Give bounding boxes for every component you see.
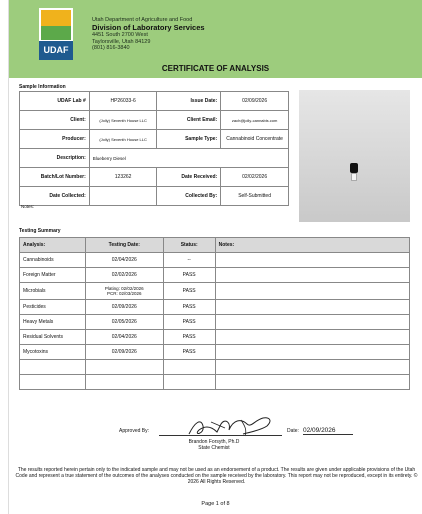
table-row	[20, 315, 410, 330]
table-row	[20, 253, 410, 268]
table-row	[20, 268, 410, 283]
column-header: Analysis:	[20, 238, 86, 253]
logo-text: UDAF	[39, 41, 73, 60]
analysis-name: Microbials	[20, 283, 86, 300]
client-email-label: Client Email:	[157, 111, 221, 130]
collected-by-value: Self-Submitted	[221, 187, 289, 206]
analysis-name: Pesticides	[20, 300, 86, 315]
collected-by-label: Collected By:	[157, 187, 221, 206]
date-collected-value	[89, 187, 157, 206]
table-row	[20, 111, 289, 130]
testing-date: 02/05/2026	[85, 315, 163, 330]
phone: (801) 816-3840	[92, 44, 130, 51]
date-collected-label: Date Collected:	[20, 187, 90, 206]
notes-cell	[215, 268, 409, 283]
analysis-name: Foreign Matter	[20, 268, 86, 283]
sample-jar	[350, 163, 358, 173]
client-value: (Jolly) Seventh House LLC	[89, 111, 157, 130]
table-row	[20, 283, 410, 300]
signature-image	[181, 414, 281, 440]
udaf-logo	[39, 8, 73, 60]
table-row	[20, 168, 289, 187]
plating-date: Plating: 02/02/2026	[104, 286, 144, 291]
testing-date: 02/04/2026	[85, 253, 163, 268]
approval-date-value: 02/09/2026	[303, 427, 353, 435]
approval-date-label: Date:	[287, 428, 299, 434]
pcr-date: PCR: 02/03/2026	[107, 291, 142, 296]
page-number: Page 1 of 8	[201, 501, 230, 507]
signature-line	[159, 435, 282, 436]
testing-date	[85, 283, 163, 300]
sample-type-label: Sample Type:	[157, 130, 221, 149]
division-name: Division of Laboratory Services	[92, 23, 205, 33]
issue-date-value: 02/09/2026	[221, 92, 289, 111]
logo-field	[41, 26, 71, 40]
testing-date: 02/09/2026	[85, 345, 163, 360]
agency-name: Utah Department of Agriculture and Food	[92, 17, 193, 23]
analysis-name: Mycotoxins	[20, 345, 86, 360]
producer-value: (Jolly) Seventh House LLC	[89, 130, 157, 149]
agency-block	[92, 17, 205, 51]
status: PASS	[163, 330, 215, 345]
testing-summary-table	[19, 237, 410, 390]
certificate-page	[8, 0, 421, 514]
testing-date: 02/09/2026	[85, 300, 163, 315]
certificate-title: CERTIFICATE OF ANALYSIS	[161, 64, 270, 73]
notes-cell	[215, 330, 409, 345]
producer-label: Producer:	[20, 130, 90, 149]
table-row	[20, 92, 289, 111]
client-label: Client:	[20, 111, 90, 130]
notes-cell	[215, 345, 409, 360]
table-row	[20, 149, 289, 168]
batch-label: Batch/Lot Number:	[20, 168, 90, 187]
table-row	[20, 187, 289, 206]
table-row	[20, 300, 410, 315]
status: PASS	[163, 315, 215, 330]
table-header-row	[20, 238, 410, 253]
batch-value: 123262	[89, 168, 157, 187]
address-line-2: Taylorsville, Utah 84129	[92, 38, 151, 45]
sample-jar-label	[351, 173, 357, 181]
status: --	[163, 253, 215, 268]
issue-date-label: Issue Date:	[157, 92, 221, 111]
testing-summary-title: Testing Summary	[19, 228, 61, 234]
signer-name: Brandon Forsyth, Ph.D	[188, 439, 240, 445]
lab-no-label: UDAF Lab #	[20, 92, 90, 111]
table-row	[20, 375, 410, 390]
header-banner	[9, 0, 422, 78]
table-row	[20, 330, 410, 345]
status: PASS	[163, 300, 215, 315]
lab-no-value: HP26033-6	[89, 92, 157, 111]
notes-cell	[215, 315, 409, 330]
notes-label: Notes:	[21, 204, 35, 209]
date-received-label: Date Received:	[157, 168, 221, 187]
date-received-value: 02/02/2026	[221, 168, 289, 187]
table-row	[20, 345, 410, 360]
signer-block	[149, 439, 279, 451]
approved-by-label: Approved By:	[119, 428, 150, 434]
column-header: Testing Date:	[85, 238, 163, 253]
address-line-1: 4451 South 2700 West	[92, 32, 148, 39]
sample-info-table	[19, 91, 289, 206]
testing-date: 02/04/2026	[85, 330, 163, 345]
sample-photo	[299, 90, 410, 222]
sample-type-value: Cannabinoid Concentrate	[221, 130, 289, 149]
logo-sky	[41, 10, 71, 26]
table-row	[20, 130, 289, 149]
testing-date: 02/02/2026	[85, 268, 163, 283]
sample-info-title: Sample Information	[19, 84, 66, 90]
signer-title: State Chemist	[198, 445, 230, 451]
status: PASS	[163, 345, 215, 360]
analysis-name: Cannabinoids	[20, 253, 86, 268]
notes-cell	[215, 253, 409, 268]
description-label: Description:	[20, 149, 90, 168]
analysis-name: Heavy Metals	[20, 315, 86, 330]
table-row	[20, 360, 410, 375]
column-header: Status:	[163, 238, 215, 253]
client-email-value: zach@jolly-cannabis.com	[221, 111, 289, 130]
column-header: Notes:	[215, 238, 409, 253]
description-value: Blueberry Diesel	[89, 149, 288, 168]
notes-cell	[215, 283, 409, 300]
status: PASS	[163, 268, 215, 283]
disclaimer-text: The results reported herein pertain only to the indicated sample and may not be used as an endorsement of a product. The results are given under applicable provisions of the Utah Code and represent a true statement of the outcomes of the analyses conducted on the sample received by the laboratory. This report may not be reproduced, except in its entirety. © 2026 All Rights Reserved.	[15, 467, 418, 486]
status: PASS	[163, 283, 215, 300]
notes-cell	[215, 300, 409, 315]
analysis-name: Residual Solvents	[20, 330, 86, 345]
